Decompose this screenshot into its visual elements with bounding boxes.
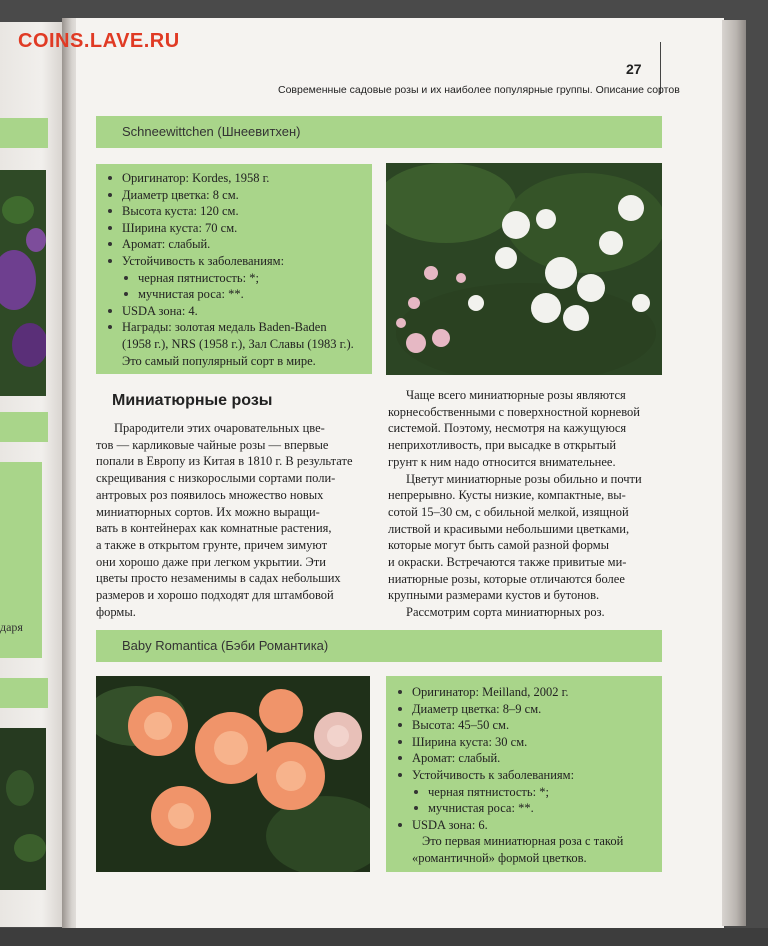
text-line: крупными размерами кустов и бутонов. — [388, 588, 600, 603]
running-head: Современные садовые розы и их наиболее популярные группы. Описание сортов — [278, 84, 680, 96]
text-line: ниатюрные розы, которые отличаются более — [388, 571, 625, 586]
text-line: грунт к ним надо относится внимательнее. — [388, 454, 616, 469]
spec-item: Диаметр цветка: 8–9 см. — [394, 701, 654, 718]
text-line: попали в Европу из Китая в 1810 г. В результате — [96, 454, 353, 469]
section-title-baby-romantica: Baby Romantica (Бэби Романтика) — [96, 630, 662, 662]
section-heading-miniature: Миниатюрные розы — [112, 392, 273, 409]
text-line: неприхотливость, при высадке в открытый — [388, 438, 617, 453]
spec-item: Диаметр цветка: 8 см. — [104, 187, 364, 204]
spec-item: Ширина куста: 70 см. — [104, 220, 364, 237]
spec-item: USDA зона: 4. — [104, 303, 364, 320]
body-column-left — [96, 420, 368, 620]
photo-schneewittchen — [386, 163, 662, 375]
spec-subitem: мучнистая роса: **. — [394, 800, 654, 817]
spec-item: Аромат: слабый. — [394, 750, 654, 767]
spec-subitem: черная пятнистость: *; — [104, 270, 364, 287]
text-line: Цветут миниатюрные розы обильно и почти — [406, 471, 642, 486]
facing-page-band — [0, 118, 48, 148]
text-line: Рассмотрим сорта миниатюрных роз. — [406, 605, 605, 620]
text-line: скрещивания с низкорослыми сортами поли- — [96, 471, 336, 486]
text-line: Чаще всего миниатюрные розы являются — [406, 388, 626, 402]
spec-item: Оригинатор: Kordes, 1958 г. — [104, 170, 364, 187]
spec-item: Аромат: слабый. — [104, 236, 364, 253]
text-line: листвой и красивыми небольшими цветками, — [388, 521, 630, 536]
facing-page-text: дaря — [0, 620, 23, 634]
spec-item: USDA зона: 6. — [394, 817, 654, 834]
spec-item: Оригинатор: Meilland, 2002 г. — [394, 684, 654, 701]
text-line: и окраски. Встречаются также привитые ми- — [388, 555, 627, 570]
spec-continuation: Это самый популярный сорт в мире. — [122, 353, 316, 368]
body-column-right — [388, 387, 664, 621]
facing-page — [0, 22, 70, 927]
text-line: Прародители этих очаровательных цве- — [114, 421, 325, 435]
watermark: COINS.LAVE.RU — [18, 30, 180, 52]
text-line: сотой 15–30 см, с обильной мелкой, изящной — [388, 504, 629, 519]
spec-box-baby-romantica — [386, 676, 662, 872]
spec-item: Устойчивость к заболеваниям: — [394, 767, 654, 784]
spec-subitem: черная пятнистость: *; — [394, 784, 654, 801]
spec-item: Высота: 45–50 см. — [394, 717, 654, 734]
spec-note: «романтичной» формой цветков. — [412, 850, 587, 865]
spec-box-schneewittchen — [96, 164, 372, 374]
facing-page-band — [0, 412, 48, 442]
page-edge — [722, 20, 746, 926]
text-line: формы. — [96, 604, 136, 619]
text-line: непрерывно. Кусты низкие, компактные, вы- — [388, 488, 626, 503]
spec-note: Это первая миниатюрная роза с такой — [422, 834, 624, 849]
facing-page-band — [0, 678, 48, 708]
spec-item: Награды: золотая медаль Baden-Baden — [104, 319, 364, 336]
text-line: корнесобственными с поверхностной корневой — [388, 404, 640, 419]
photo-baby-romantica — [96, 676, 370, 872]
spec-continuation: (1958 г.), NRS (1958 г.), Зал Славы (1983 г.). — [122, 336, 354, 351]
spec-item: Ширина куста: 30 см. — [394, 734, 654, 751]
text-line: миниатюрных сортов. Их можно выращи- — [96, 504, 320, 519]
scan-border — [0, 928, 768, 946]
text-line: они хорошо даже при легком укрытии. Эти — [96, 554, 326, 569]
facing-page-photo — [0, 170, 46, 396]
text-line: антровых роз появилось множество новых — [96, 487, 324, 502]
section-title-schneewittchen: Schneewittchen (Шнеевитхен) — [96, 116, 662, 148]
text-line: системой. Поэтому, несмотря на кажущуюся — [388, 421, 627, 436]
text-line: а также в открытом грунте, причем зимуют — [96, 537, 328, 552]
spec-item: Высота куста: 120 см. — [104, 203, 364, 220]
facing-page-photo — [0, 728, 46, 890]
text-line: цветы просто незаменимы в садах небольших — [96, 571, 341, 586]
page-number: 27 — [626, 61, 642, 77]
text-line: размеров и хорошо подходят для штамбовой — [96, 588, 334, 603]
spec-subitem: мучнистая роса: **. — [104, 286, 364, 303]
text-line: вать в контейнерах как комнатные растения, — [96, 521, 332, 536]
spec-item: Устойчивость к заболеваниям: — [104, 253, 364, 270]
text-line: тов — карликовые чайные розы — впервые — [96, 437, 329, 452]
text-line: которые могут быть самой разной формы — [388, 538, 609, 553]
